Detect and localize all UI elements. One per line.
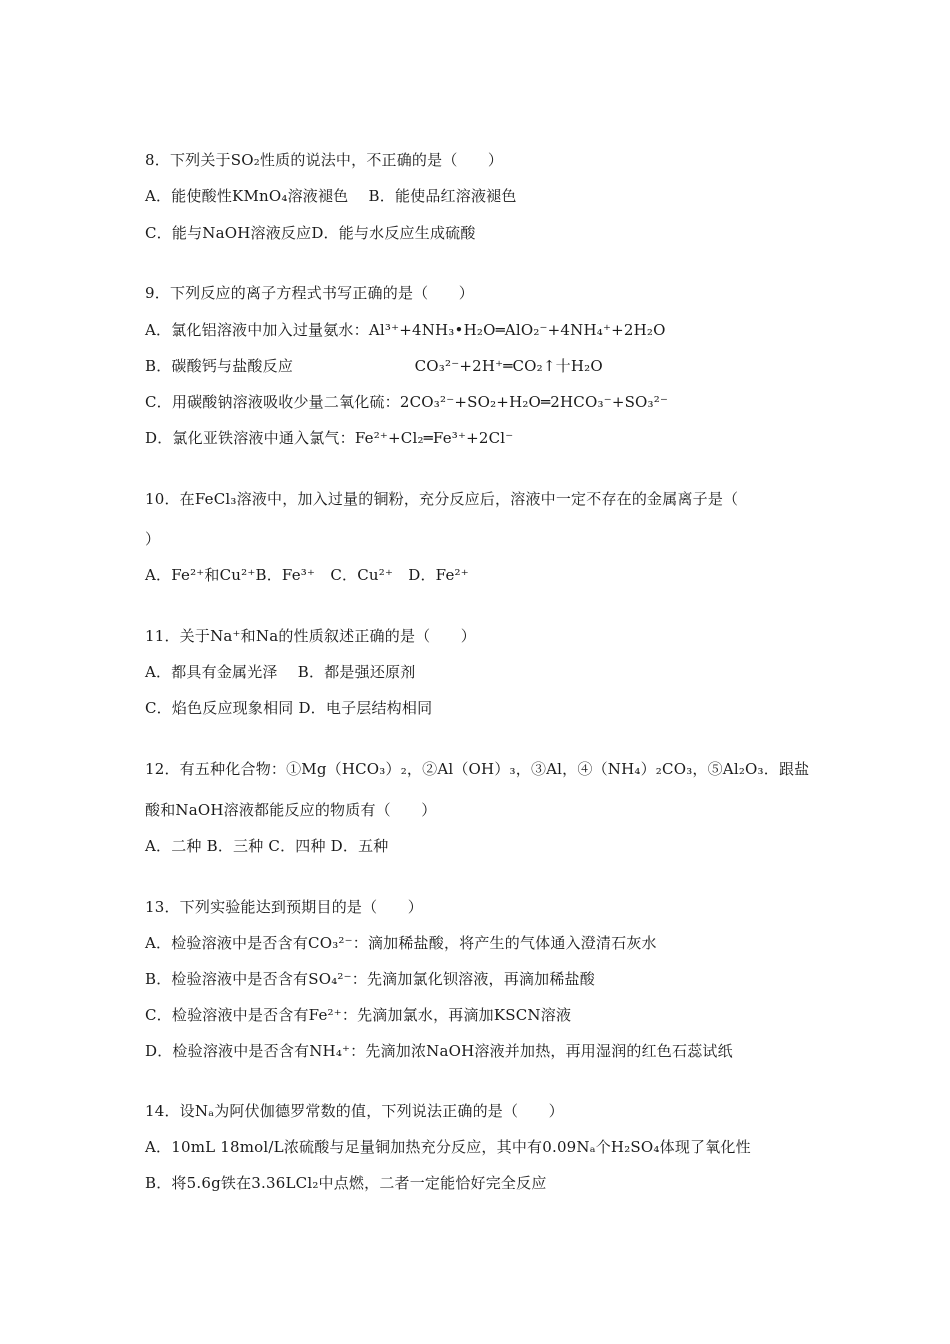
question-14-option-b: B．将5.6g铁在3.36LCl₂中点燃，二者一定能恰好完全反应	[145, 1174, 547, 1192]
question-8-options-cd: C．能与NaOH溶液反应D．能与水反应生成硫酸	[145, 224, 476, 242]
question-9-stem: 9．下列反应的离子方程式书写正确的是（ ）	[145, 284, 474, 302]
question-11-stem: 11．关于Na⁺和Na的性质叙述正确的是（ ）	[145, 627, 476, 645]
question-13-option-b: B．检验溶液中是否含有SO₄²⁻：先滴加氯化钡溶液，再滴加稀盐酸	[145, 970, 595, 988]
question-14-option-a: A．10mL 18mol/L浓硫酸与足量铜加热充分反应，其中有0.09Nₐ个H₂SO₄体现了氧化性	[145, 1138, 751, 1156]
question-10-stem-end: ）	[145, 530, 161, 548]
question-12-stem-cont: 酸和NaOH溶液都能反应的物质有（ ）	[145, 801, 437, 819]
question-13-option-d: D．检验溶液中是否含有NH₄⁺：先滴加浓NaOH溶液并加热，再用湿润的红色石蕊试纸	[145, 1042, 733, 1060]
question-12-options: A．二种 B．三种 C．四种 D．五种	[145, 837, 389, 855]
question-14-stem: 14．设Nₐ为阿伏伽德罗常数的值，下列说法正确的是（ ）	[145, 1102, 564, 1120]
question-13-option-a: A．检验溶液中是否含有CO₃²⁻：滴加稀盐酸，将产生的气体通入澄清石灰水	[145, 934, 657, 952]
question-8-stem: 8．下列关于SO₂性质的说法中，不正确的是（ ）	[145, 151, 504, 169]
question-9-option-b: B．碳酸钙与盐酸反应 CO₃²⁻+2H⁺═CO₂↑十H₂O	[145, 357, 603, 375]
question-8-options-ab: A．能使酸性KMnO₄溶液褪色 B．能使品红溶液褪色	[145, 187, 517, 205]
question-13-stem: 13．下列实验能达到预期目的是（ ）	[145, 898, 423, 916]
question-10-stem: 10．在FeCl₃溶液中，加入过量的铜粉，充分反应后，溶液中一定不存在的金属离子是（	[145, 490, 739, 508]
question-9-option-c: C．用碳酸钠溶液吸收少量二氧化硫：2CO₃²⁻+SO₂+H₂O═2HCO₃⁻+SO₃²⁻	[145, 393, 669, 411]
question-13-option-c: C．检验溶液中是否含有Fe²⁺：先滴加氯水，再滴加KSCN溶液	[145, 1006, 572, 1024]
question-11-options-ab: A．都具有金属光泽 B．都是强还原剂	[145, 663, 416, 681]
question-10-options: A．Fe²⁺和Cu²⁺B．Fe³⁺ C．Cu²⁺ D．Fe²⁺	[145, 566, 469, 584]
question-12-stem: 12．有五种化合物：①Mg（HCO₃）₂，②Al（OH）₃，③Al，④（NH₄）₂CO₃，⑤Al₂O₃．跟盐	[145, 760, 810, 778]
question-11-options-cd: C．焰色反应现象相同 D．电子层结构相同	[145, 699, 433, 717]
question-9-option-d: D．氯化亚铁溶液中通入氯气：Fe²⁺+Cl₂═Fe³⁺+2Cl⁻	[145, 429, 514, 447]
question-9-option-a: A．氯化铝溶液中加入过量氨水：Al³⁺+4NH₃•H₂O═AlO₂⁻+4NH₄⁺+2H₂O	[145, 321, 666, 339]
